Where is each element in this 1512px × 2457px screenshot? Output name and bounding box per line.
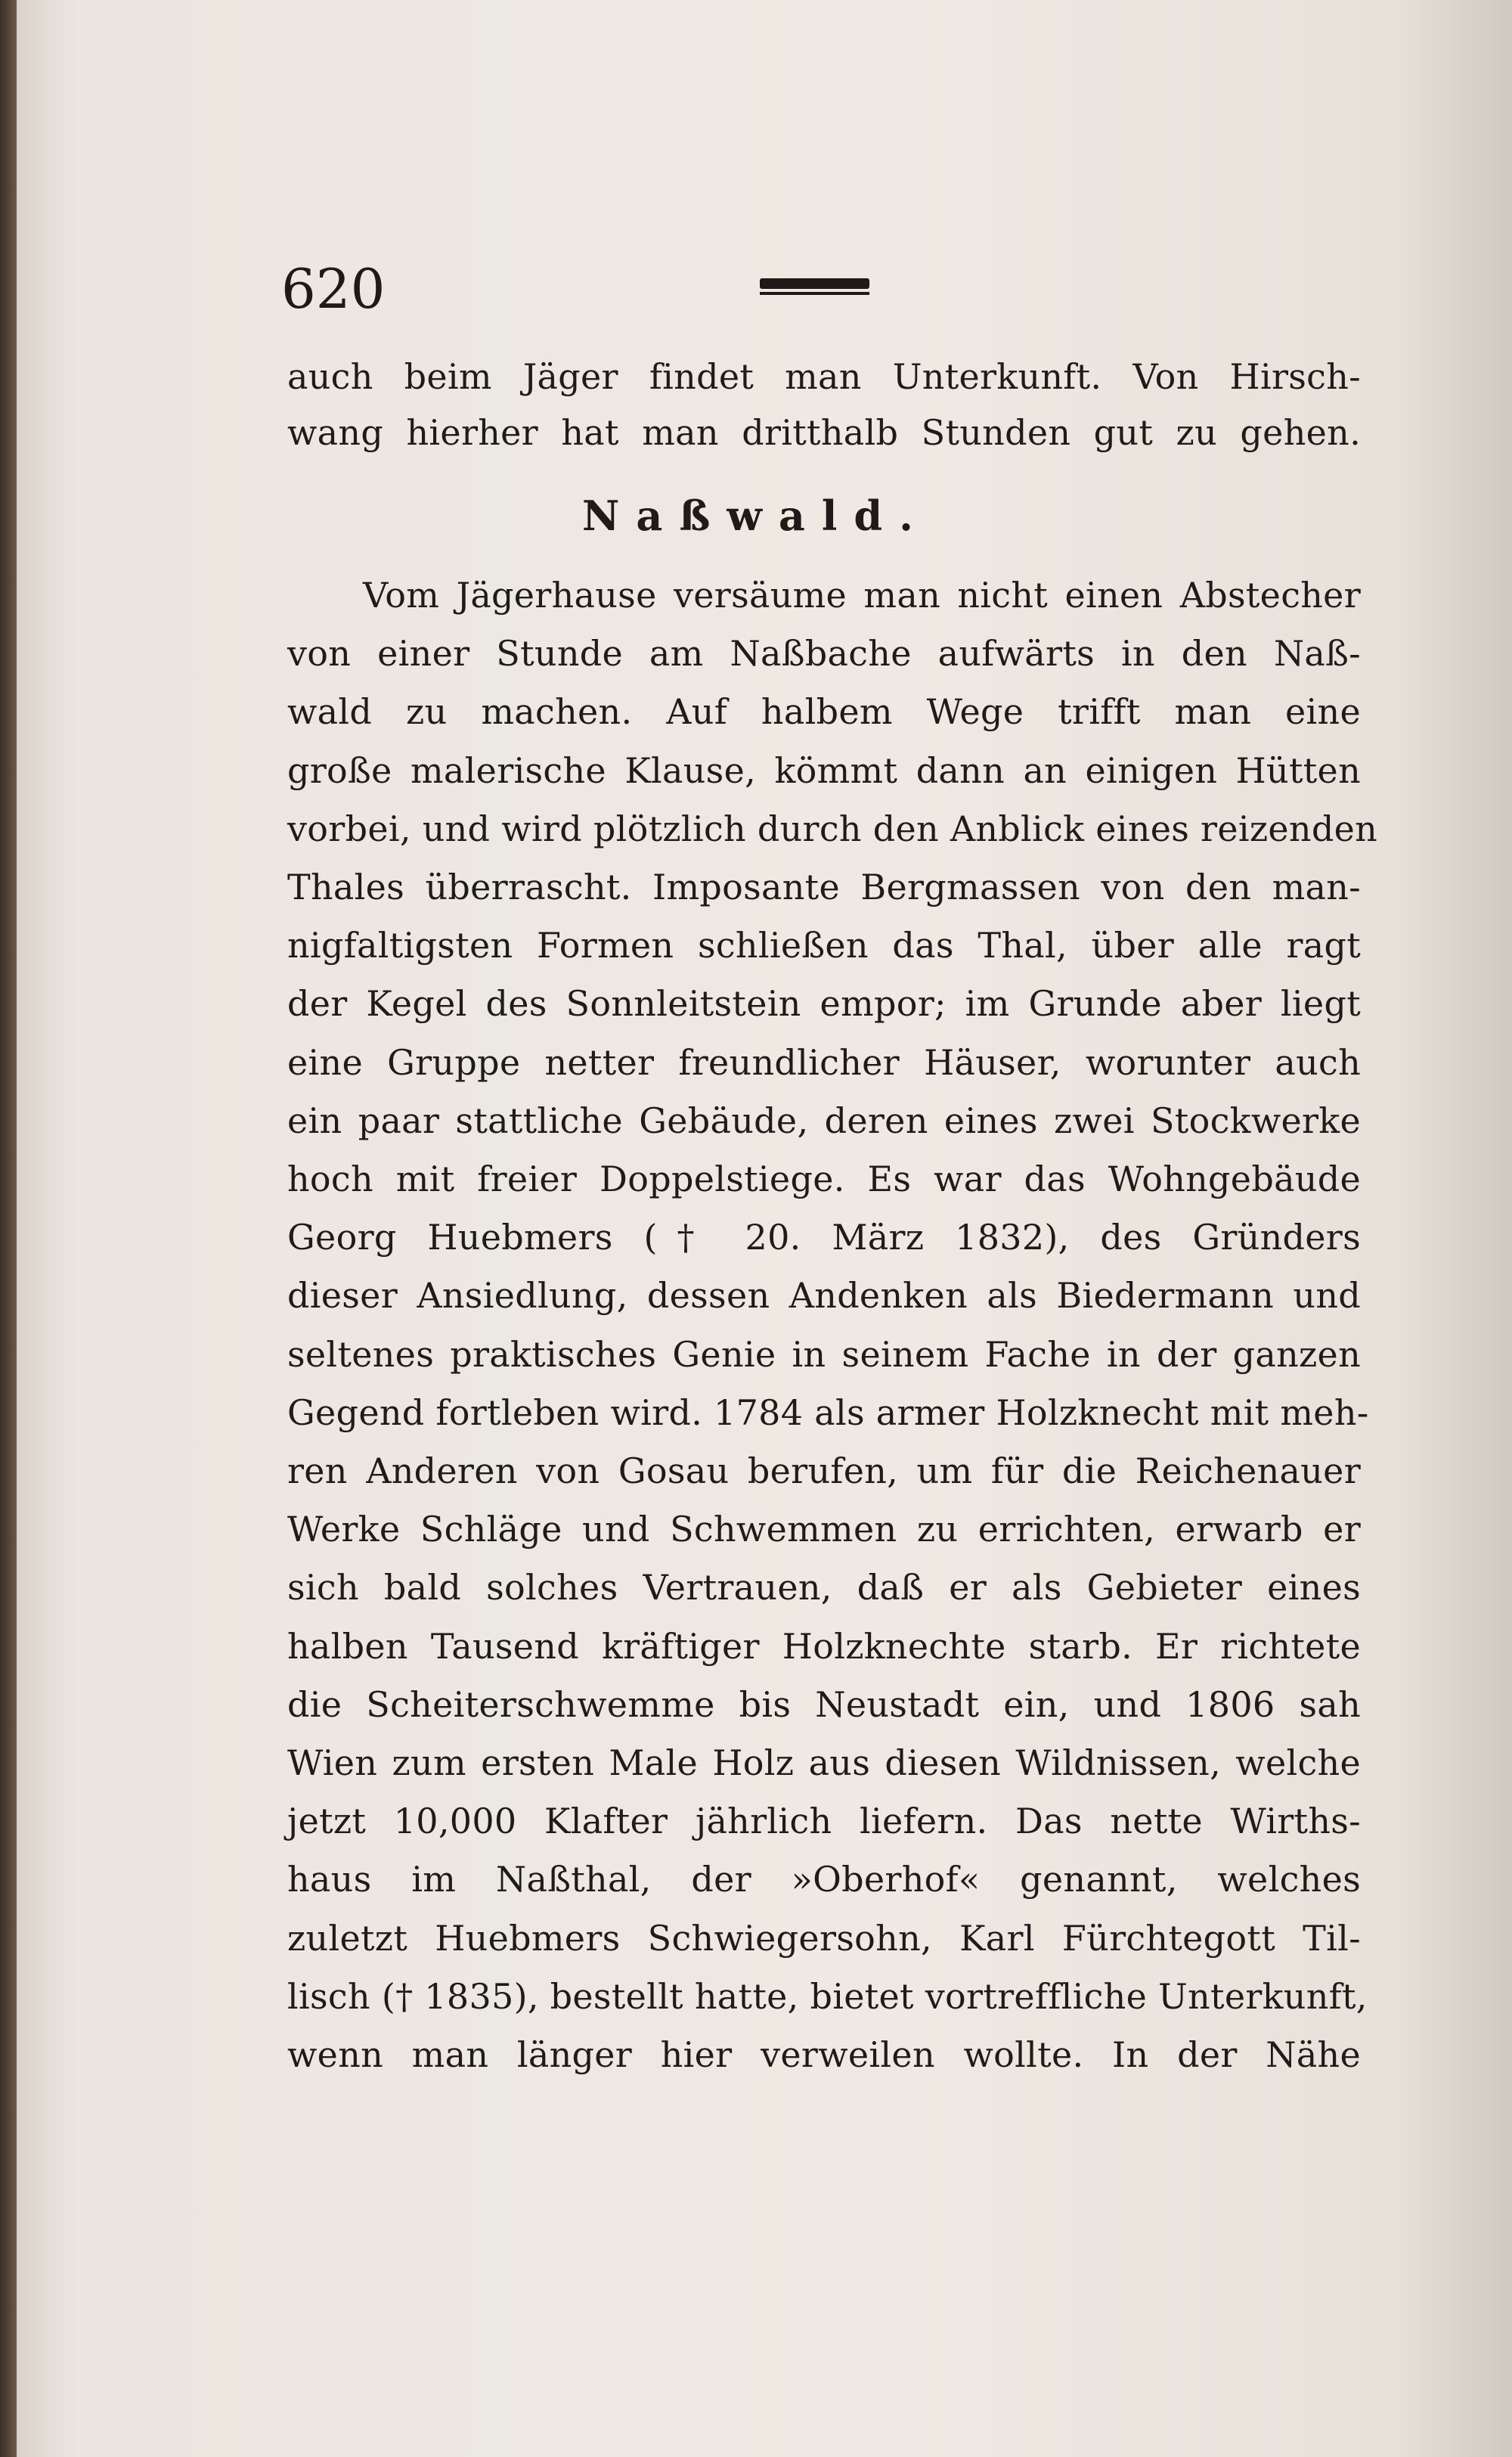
text-line: von einer Stunde am Naßbache aufwärts in den Naß- bbox=[287, 633, 1361, 675]
text-line: Thales überrascht. Imposante Bergmassen von den man- bbox=[287, 867, 1361, 907]
text-line: seltenes praktisches Genie in seinem Fache in der ganzen bbox=[287, 1333, 1361, 1375]
text-line: Wien zum ersten Male Holz aus diesen Wildnissen, welche bbox=[287, 1742, 1361, 1783]
section-heading: Naßwald. bbox=[582, 492, 930, 540]
text-line: Vom Jägerhause versäume man nicht einen Abstecher bbox=[363, 575, 1361, 616]
text-line: halben Tausend kräftiger Holzknechte starb. Er richtete bbox=[287, 1625, 1361, 1667]
text-line: jetzt 10,000 Klafter jährlich liefern. Das nette Wirths- bbox=[287, 1801, 1361, 1842]
book-binding-edge bbox=[0, 0, 17, 2457]
text-line: Gegend fortleben wird. 1784 als armer Holzknecht mit meh- bbox=[287, 1391, 1369, 1433]
text-line: zuletzt Huebmers Schwiegersohn, Karl Fürchtegott Til- bbox=[287, 1917, 1361, 1959]
text-line: die Scheiterschwemme bis Neustadt ein, und 1806 sah bbox=[287, 1683, 1361, 1725]
text-line: auch beim Jäger findet man Unterkunft. Von Hirsch- bbox=[287, 356, 1361, 397]
header-rule-thin bbox=[760, 292, 869, 295]
text-line: Werke Schläge und Schwemmen zu errichten, erwarb er bbox=[287, 1509, 1361, 1550]
text-line: der Kegel des Sonnleitstein empor; im Grunde aber liegt bbox=[287, 983, 1361, 1025]
text-line: große malerische Klause, kömmt dann an einigen Hütten bbox=[287, 749, 1361, 791]
text-line: wang hierher hat man dritthalb Stunden gut zu gehen. bbox=[287, 412, 1361, 453]
text-line: sich bald solches Vertrauen, daß er als Gebieter eines bbox=[287, 1567, 1361, 1609]
text-line: lisch († 1835), bestellt hatte, bietet vortreffliche Unterkunft, bbox=[287, 1975, 1368, 2017]
text-line: haus im Naßthal, der »Oberhof« genannt, welches bbox=[287, 1859, 1361, 1900]
text-line: wenn man länger hier verweilen wollte. In der Nähe bbox=[287, 2034, 1361, 2075]
text-line: hoch mit freier Doppelstiege. Es war das Wohngebäude bbox=[287, 1159, 1361, 1199]
text-line: ren Anderen von Gosau berufen, um für die Reichenauer bbox=[287, 1450, 1361, 1491]
text-line: eine Gruppe netter freundlicher Häuser, worunter auch bbox=[287, 1041, 1361, 1083]
text-line: dieser Ansiedlung, dessen Andenken als Biedermann und bbox=[287, 1275, 1361, 1317]
page-number: 620 bbox=[281, 257, 386, 321]
text-line: Georg Huebmers († 20. März 1832), des Gründers bbox=[287, 1217, 1361, 1258]
text-line: wald zu machen. Auf halbem Wege trifft man eine bbox=[287, 691, 1361, 733]
header-rule bbox=[760, 278, 869, 289]
text-line: nigfaltigsten Formen schließen das Thal, über alle ragt bbox=[287, 925, 1361, 966]
text-line: vorbei, und wird plötzlich durch den Anblick eines reizenden bbox=[287, 808, 1378, 849]
text-line: ein paar stattliche Gebäude, deren eines zwei Stockwerke bbox=[287, 1100, 1361, 1141]
